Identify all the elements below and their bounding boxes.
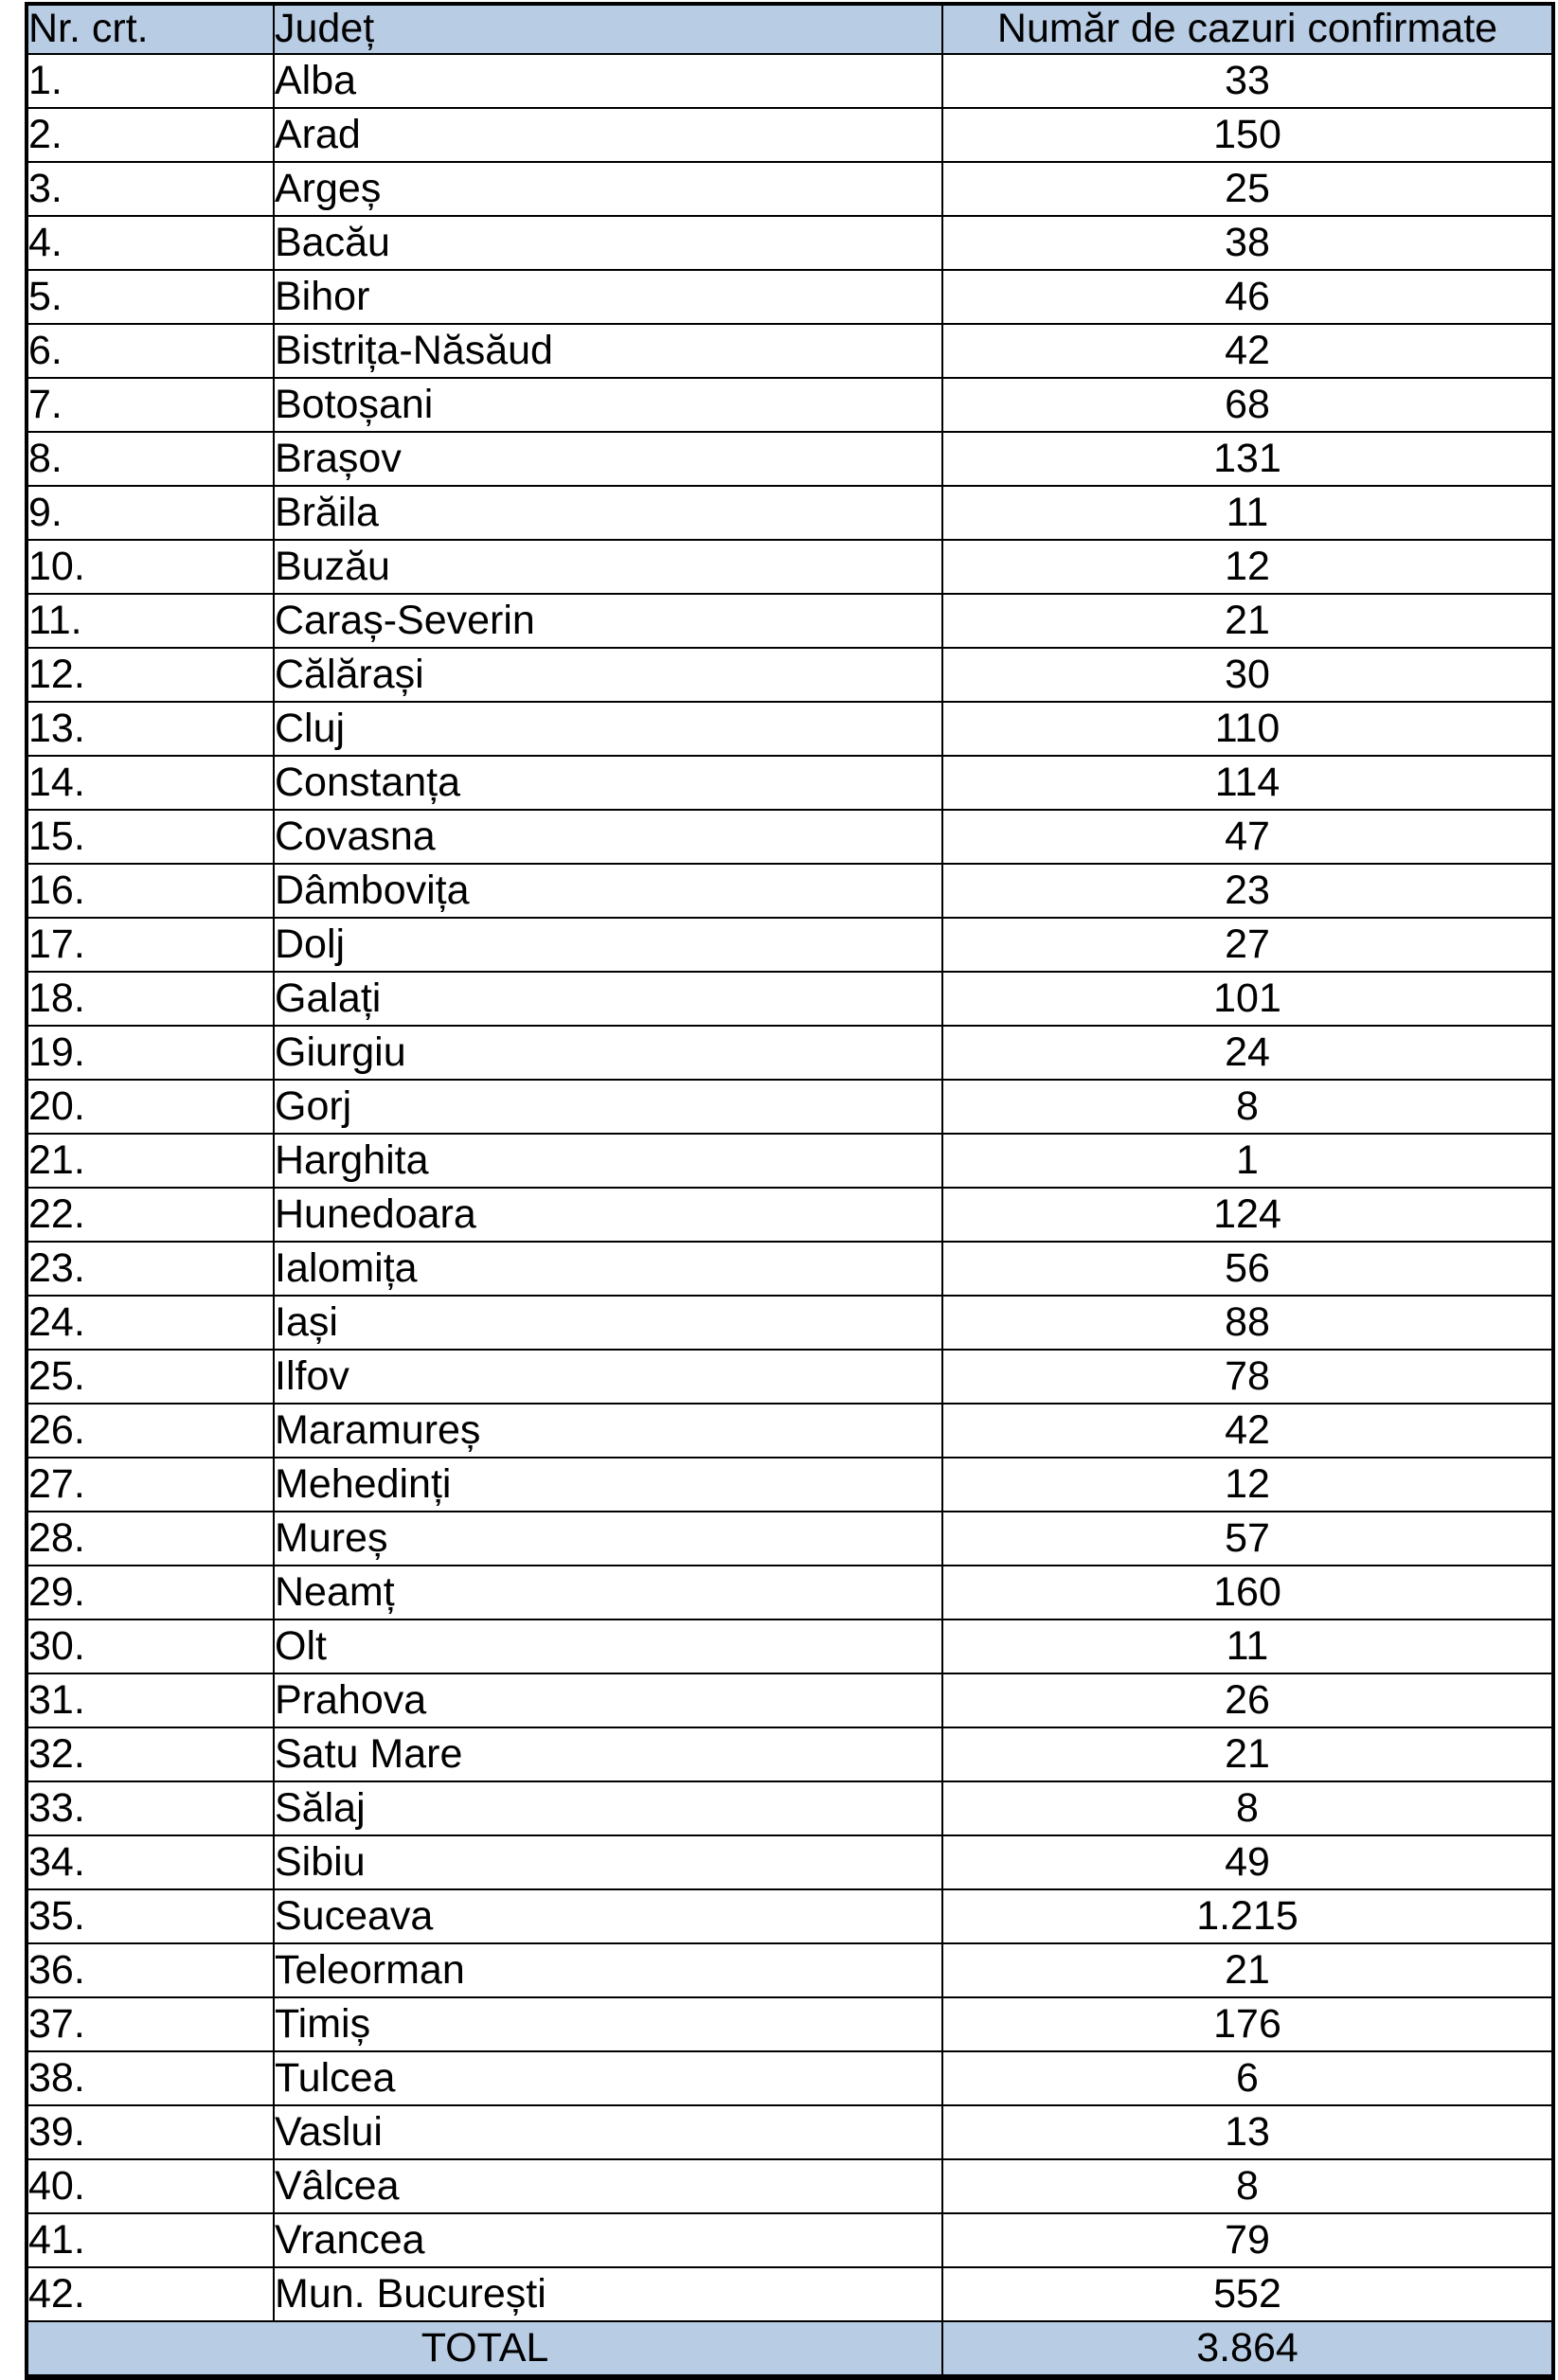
- row-number-cell: 15.: [27, 810, 274, 864]
- table-row: [27, 2105, 1553, 2159]
- cases-cell: 24: [942, 1026, 1553, 1080]
- row-number-cell: 42.: [27, 2267, 274, 2321]
- table-row: [27, 2267, 1553, 2321]
- table-row: [27, 1080, 1553, 1134]
- table-row: [27, 1673, 1553, 1727]
- county-cell: Botoșani: [274, 378, 942, 432]
- row-number-cell: 14.: [27, 756, 274, 810]
- table-row: [27, 594, 1553, 648]
- cases-cell: 21: [942, 594, 1553, 648]
- county-cell: Vaslui: [274, 2105, 942, 2159]
- row-number-cell: 9.: [27, 486, 274, 540]
- county-cell: Hunedoara: [274, 1188, 942, 1242]
- row-number-cell: 10.: [27, 540, 274, 594]
- county-cell: Cluj: [274, 702, 942, 756]
- cases-cell: 23: [942, 864, 1553, 918]
- row-number-cell: 16.: [27, 864, 274, 918]
- row-number-cell: 38.: [27, 2051, 274, 2105]
- county-cell: Mehedinți: [274, 1458, 942, 1512]
- row-number-cell: 35.: [27, 1889, 274, 1943]
- cases-cell: 88: [942, 1296, 1553, 1350]
- table-row: [27, 1889, 1553, 1943]
- row-number-cell: 7.: [27, 378, 274, 432]
- county-cell: Vâlcea: [274, 2159, 942, 2213]
- cases-cell: 8: [942, 1080, 1553, 1134]
- table-row: [27, 2213, 1553, 2267]
- cases-cell: 176: [942, 1997, 1553, 2051]
- county-cell: Satu Mare: [274, 1727, 942, 1781]
- row-number-cell: 1.: [27, 54, 274, 108]
- table-row: [27, 1835, 1553, 1889]
- table-row: [27, 270, 1553, 324]
- cases-cell: 47: [942, 810, 1553, 864]
- header-cell-nr-crt: Nr. crt.: [27, 4, 274, 54]
- cases-cell: 30: [942, 648, 1553, 702]
- table-row: [27, 864, 1553, 918]
- total-label-cell: TOTAL: [27, 2321, 942, 2377]
- row-number-cell: 23.: [27, 1242, 274, 1296]
- table-row: [27, 108, 1553, 162]
- table-row: [27, 1997, 1553, 2051]
- row-number-cell: 5.: [27, 270, 274, 324]
- table-row: [27, 702, 1553, 756]
- table-row: [27, 1727, 1553, 1781]
- table-row: [27, 1242, 1553, 1296]
- cases-cell: 8: [942, 2159, 1553, 2213]
- header-row: [27, 4, 1553, 54]
- cases-cell: 13: [942, 2105, 1553, 2159]
- cases-cell: 8: [942, 1781, 1553, 1835]
- table-row: [27, 1026, 1553, 1080]
- cases-cell: 101: [942, 972, 1553, 1026]
- county-cell: Olt: [274, 1619, 942, 1673]
- table-row: [27, 1566, 1553, 1619]
- cases-cell: 114: [942, 756, 1553, 810]
- table-row: [27, 918, 1553, 972]
- row-number-cell: 32.: [27, 1727, 274, 1781]
- cases-cell: 78: [942, 1350, 1553, 1404]
- row-number-cell: 24.: [27, 1296, 274, 1350]
- cases-cell: 27: [942, 918, 1553, 972]
- county-cell: Ialomița: [274, 1242, 942, 1296]
- cases-cell: 12: [942, 1458, 1553, 1512]
- county-cell: Sălaj: [274, 1781, 942, 1835]
- county-cell: Bistrița-Năsăud: [274, 324, 942, 378]
- county-cell: Covasna: [274, 810, 942, 864]
- table-row: [27, 2051, 1553, 2105]
- table-row: [27, 378, 1553, 432]
- table-row: [27, 756, 1553, 810]
- county-cell: Maramureș: [274, 1404, 942, 1458]
- table-row: [27, 216, 1553, 270]
- county-cell: Teleorman: [274, 1943, 942, 1997]
- table-row: [27, 1188, 1553, 1242]
- row-number-cell: 8.: [27, 432, 274, 486]
- county-cell: Arad: [274, 108, 942, 162]
- county-cell: Tulcea: [274, 2051, 942, 2105]
- cases-cell: 1.215: [942, 1889, 1553, 1943]
- county-cell: Argeș: [274, 162, 942, 216]
- county-cell: Neamț: [274, 1566, 942, 1619]
- cases-cell: 131: [942, 432, 1553, 486]
- table-row: [27, 1296, 1553, 1350]
- row-number-cell: 17.: [27, 918, 274, 972]
- row-number-cell: 41.: [27, 2213, 274, 2267]
- table-row: [27, 1619, 1553, 1673]
- cases-cell: 56: [942, 1242, 1553, 1296]
- county-cell: Timiș: [274, 1997, 942, 2051]
- county-cell: Mun. București: [274, 2267, 942, 2321]
- county-cell: Harghita: [274, 1134, 942, 1188]
- cases-cell: 38: [942, 216, 1553, 270]
- county-cell: Brăila: [274, 486, 942, 540]
- cases-cell: 11: [942, 486, 1553, 540]
- county-cell: Călărași: [274, 648, 942, 702]
- row-number-cell: 31.: [27, 1673, 274, 1727]
- total-value-cell: 3.864: [942, 2321, 1553, 2377]
- county-cell: Prahova: [274, 1673, 942, 1727]
- county-cell: Vrancea: [274, 2213, 942, 2267]
- county-cell: Iași: [274, 1296, 942, 1350]
- county-cell: Alba: [274, 54, 942, 108]
- table-row: [27, 972, 1553, 1026]
- cases-cell: 42: [942, 1404, 1553, 1458]
- row-number-cell: 37.: [27, 1997, 274, 2051]
- county-cell: Galați: [274, 972, 942, 1026]
- table-row: [27, 1350, 1553, 1404]
- header-cell-judet: Județ: [274, 4, 942, 54]
- row-number-cell: 29.: [27, 1566, 274, 1619]
- cases-cell: 21: [942, 1727, 1553, 1781]
- table-row: [27, 162, 1553, 216]
- county-cell: Constanța: [274, 756, 942, 810]
- row-number-cell: 18.: [27, 972, 274, 1026]
- county-cell: Bacău: [274, 216, 942, 270]
- cases-cell: 26: [942, 1673, 1553, 1727]
- table-row: [27, 810, 1553, 864]
- county-cell: Sibiu: [274, 1835, 942, 1889]
- cases-cell: 160: [942, 1566, 1553, 1619]
- cases-cell: 1: [942, 1134, 1553, 1188]
- cases-cell: 150: [942, 108, 1553, 162]
- table-row: [27, 486, 1553, 540]
- cases-cell: 552: [942, 2267, 1553, 2321]
- row-number-cell: 6.: [27, 324, 274, 378]
- row-number-cell: 39.: [27, 2105, 274, 2159]
- table-row: [27, 540, 1553, 594]
- row-number-cell: 21.: [27, 1134, 274, 1188]
- header-cell-cases: Număr de cazuri confirmate: [942, 4, 1553, 54]
- table-row: [27, 324, 1553, 378]
- table-row: [27, 2159, 1553, 2213]
- county-cell: Mureș: [274, 1512, 942, 1566]
- row-number-cell: 40.: [27, 2159, 274, 2213]
- row-number-cell: 2.: [27, 108, 274, 162]
- county-cell: Brașov: [274, 432, 942, 486]
- cases-cell: 110: [942, 702, 1553, 756]
- cases-cell: 68: [942, 378, 1553, 432]
- row-number-cell: 3.: [27, 162, 274, 216]
- row-number-cell: 27.: [27, 1458, 274, 1512]
- table-row: [27, 54, 1553, 108]
- county-cell: Buzău: [274, 540, 942, 594]
- row-number-cell: 12.: [27, 648, 274, 702]
- table-row: [27, 1404, 1553, 1458]
- table-row: [27, 1781, 1553, 1835]
- row-number-cell: 33.: [27, 1781, 274, 1835]
- confirmed-cases-table: [25, 2, 1555, 2380]
- cases-cell: 25: [942, 162, 1553, 216]
- row-number-cell: 30.: [27, 1619, 274, 1673]
- table-row: [27, 648, 1553, 702]
- cases-cell: 57: [942, 1512, 1553, 1566]
- county-cell: Caraș-Severin: [274, 594, 942, 648]
- row-number-cell: 4.: [27, 216, 274, 270]
- cases-cell: 49: [942, 1835, 1553, 1889]
- row-number-cell: 19.: [27, 1026, 274, 1080]
- cases-cell: 6: [942, 2051, 1553, 2105]
- row-number-cell: 22.: [27, 1188, 274, 1242]
- county-cell: Bihor: [274, 270, 942, 324]
- row-number-cell: 34.: [27, 1835, 274, 1889]
- county-cell: Suceava: [274, 1889, 942, 1943]
- confirmed-cases-table-container: [25, 2, 1555, 2380]
- cases-cell: 124: [942, 1188, 1553, 1242]
- table-row: [27, 1512, 1553, 1566]
- cases-cell: 11: [942, 1619, 1553, 1673]
- row-number-cell: 11.: [27, 594, 274, 648]
- cases-cell: 21: [942, 1943, 1553, 1997]
- table-row: [27, 1943, 1553, 1997]
- cases-cell: 79: [942, 2213, 1553, 2267]
- row-number-cell: 28.: [27, 1512, 274, 1566]
- cases-cell: 33: [942, 54, 1553, 108]
- cases-cell: 46: [942, 270, 1553, 324]
- row-number-cell: 36.: [27, 1943, 274, 1997]
- county-cell: Ilfov: [274, 1350, 942, 1404]
- cases-cell: 12: [942, 540, 1553, 594]
- row-number-cell: 26.: [27, 1404, 274, 1458]
- county-cell: Dolj: [274, 918, 942, 972]
- county-cell: Giurgiu: [274, 1026, 942, 1080]
- table-row: [27, 432, 1553, 486]
- table-row: [27, 1458, 1553, 1512]
- cases-cell: 42: [942, 324, 1553, 378]
- total-row: [27, 2321, 1553, 2377]
- row-number-cell: 20.: [27, 1080, 274, 1134]
- table-row: [27, 1134, 1553, 1188]
- row-number-cell: 25.: [27, 1350, 274, 1404]
- row-number-cell: 13.: [27, 702, 274, 756]
- county-cell: Dâmbovița: [274, 864, 942, 918]
- county-cell: Gorj: [274, 1080, 942, 1134]
